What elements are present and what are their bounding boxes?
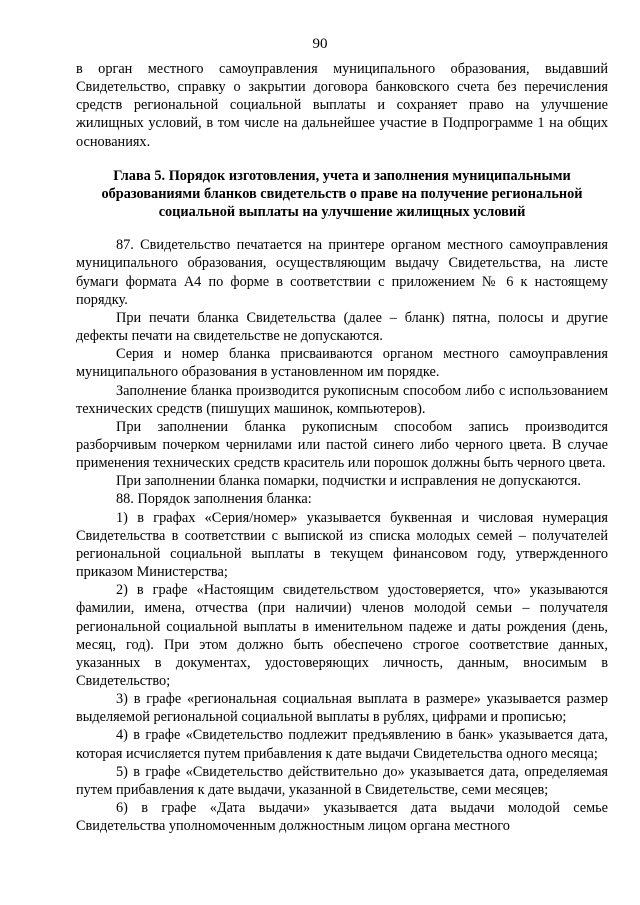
body-paragraph: в орган местного самоуправления муниципального образования, выдавший Свидетельство, справку о закрытии договора банковского счета без перечисления средств региональной социальной выплаты и сохраняет право на улучшение жилищных условий, в том числе на дальнейшее участие в Подпрограмме 1 на общих основаниях. [76, 61, 608, 150]
list-item: 4) в графе «Свидетельство подлежит предъявлению в банк» указывается дата, которая исчисляется путем прибавления к дате выдачи Свидетельства одного месяца; [76, 727, 608, 762]
list-item: 5) в графе «Свидетельство действительно до» указывается дата, определяемая путем прибавления к дате выдачи, указанной в Свидетельстве, семи месяцев; [76, 763, 608, 798]
body-paragraph: 88. Порядок заполнения бланка: [116, 491, 312, 508]
body-paragraph: При заполнении бланка рукописным способом запись производится разборчивым почерком чернилами или пастой синего либо черного цвета. В случае применения технических средств краситель или порошок должны быть черного цвета. [76, 418, 608, 472]
page-number: 90 [312, 36, 328, 52]
list-item: 2) в графе «Настоящим свидетельством удостоверяется, что» указываются фамилии, имена, отчества (при наличии) членов молодой семьи – получателя региональной социальной выплаты в именительном падеже и даты рождения (день, месяц, год). При этом должно быть обеспечено строгое соответствие данных, указанных в документах, удостоверяющих личность, данным, вносимым в Свидетельство; [76, 582, 608, 689]
body-paragraph: Серия и номер бланка присваиваются органом местного самоуправления муниципального образования в установленном им порядке. [76, 346, 608, 381]
list-item: 1) в графах «Серия/номер» указывается буквенная и числовая нумерация Свидетельства в соответствии с выпиской из списка молодых семей – получателей региональной социальной выплаты в текущем финансовом году, утвержденного приказом Министерства; [76, 509, 608, 581]
chapter-heading: Глава 5. Порядок изготовления, учета и заполнения муниципальными образованиями бланков свидетельств о праве на получение региональной социальной выплаты на улучшение жилищных условий [101, 167, 583, 221]
body-paragraph: При печати бланка Свидетельства (далее – бланк) пятна, полосы и другие дефекты печати на свидетельстве не допускаются. [76, 309, 608, 345]
body-paragraph: Заполнение бланка производится рукописным способом либо с использованием технических средств (пишущих машинок, компьютеров). [76, 382, 608, 417]
list-item: 3) в графе «региональная социальная выплата в размере» указывается размер выделяемой региональной социальной выплаты в рублях, цифрами и прописью; [76, 691, 608, 726]
body-paragraph: 87. Свидетельство печатается на принтере органом местного самоуправления муниципального образования, осуществляющим выдачу Свидетельства, на листе бумаги формата А4 по форме в соответствии с приложением № 6 к настоящему порядку. [76, 237, 608, 308]
list-item: 6) в графе «Дата выдачи» указывается дата выдачи молодой семье Свидетельства уполномоченным должностным лицом органа местного [76, 800, 608, 835]
body-paragraph: При заполнении бланка помарки, подчистки и исправления не допускаются. [116, 473, 581, 490]
document-body [76, 60, 608, 835]
